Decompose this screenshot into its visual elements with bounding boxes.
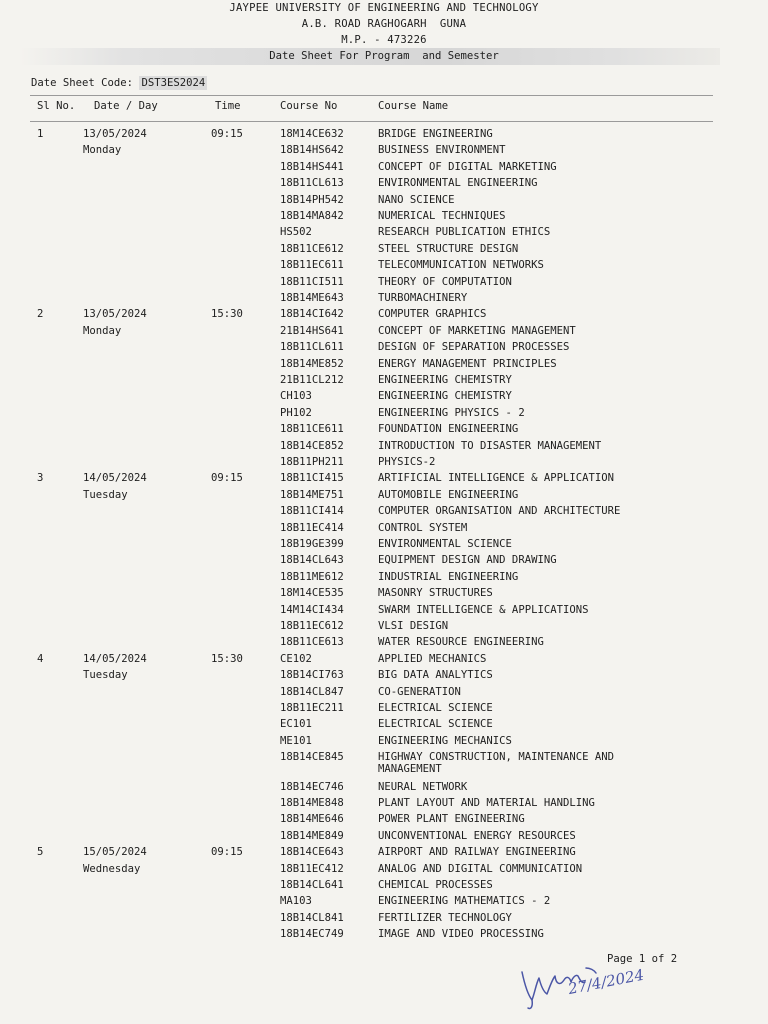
course-no: 18B19GE399 [280,538,344,550]
course-no: 18B11CE612 [280,242,344,255]
course-no: 18B14EC749 [280,928,344,941]
course-name: AIRPORT AND RAILWAY ENGINEERING [378,846,576,859]
exam-date: 13/05/2024 [83,308,147,321]
course-no: 18M14CE632 [280,128,344,140]
course-no: CE102 [280,652,312,665]
course-name: CO-GENERATION [378,685,461,698]
course-name: UNCONVENTIONAL ENERGY RESOURCES [378,829,576,842]
course-no: 18B14HS642 [280,144,344,157]
course-no: 21B14HS641 [280,324,344,337]
exam-time: 15:30 [211,308,243,321]
course-name: CHEMICAL PROCESSES [378,879,493,891]
col-header-sl: Sl No. [37,100,76,112]
course-no: 18B11CI414 [280,505,344,518]
course-no: 18B14CI642 [280,308,344,321]
exam-date: 15/05/2024 [83,846,147,859]
course-name: BUSINESS ENVIRONMENT [378,144,506,157]
course-name: ENERGY MANAGEMENT PRINCIPLES [378,357,557,370]
col-header-time: Time [215,100,241,112]
col-header-course-no: Course No [280,100,338,112]
course-name: ENGINEERING CHEMISTRY [378,374,512,386]
course-name: ENGINEERING PHYSICS - 2 [378,406,525,419]
course-name: SWARM INTELLIGENCE & APPLICATIONS [378,603,589,616]
course-no: ME101 [280,734,312,747]
sl-no: 5 [37,846,44,859]
course-no: HS502 [280,226,312,239]
course-name: ENVIRONMENTAL ENGINEERING [378,177,538,190]
date-sheet-code-row [31,77,207,89]
date-sheet-code-value: DST3ES2024 [141,77,206,89]
course-name: CONTROL SYSTEM [378,521,468,534]
course-no: 18B11ME612 [280,570,344,583]
course-no: 18B11EC412 [280,862,344,875]
course-no: 18B11EC612 [280,620,344,632]
course-name: RESEARCH PUBLICATION ETHICS [378,226,551,239]
course-no: 18B11CE613 [280,636,344,649]
course-name: APPLIED MECHANICS [378,652,487,665]
course-no: 18B11EC211 [280,702,344,714]
exam-time: 15:30 [211,652,243,665]
course-no: 18B14HS441 [280,160,344,173]
course-name: TURBOMACHINERY [378,292,468,304]
course-no: 18B14CE643 [280,846,344,859]
exam-day: Monday [83,144,122,157]
col-header-date-day: Date / Day [94,100,158,112]
course-no: 18B14ME643 [280,292,344,304]
course-name: ELECTRICAL SCIENCE [378,718,493,731]
course-no: 18B14ME849 [280,829,344,842]
sl-no: 1 [37,128,44,140]
course-name: STEEL STRUCTURE DESIGN [378,242,519,255]
course-no: 18M14CE535 [280,587,344,600]
sl-no: 4 [37,652,44,665]
course-name: ENGINEERING MECHANICS [378,734,512,747]
course-name: ENGINEERING CHEMISTRY [378,390,512,403]
course-name: TELECOMMUNICATION NETWORKS [378,259,544,272]
course-name: FERTILIZER TECHNOLOGY [378,911,512,924]
course-no: 18B11CI415 [280,472,344,485]
course-name: POWER PLANT ENGINEERING [378,813,525,826]
course-name: COMPUTER GRAPHICS [378,308,487,321]
course-no: 18B11PH211 [280,456,344,468]
course-name: EQUIPMENT DESIGN AND DRAWING [378,554,557,567]
course-no: 18B11CE611 [280,423,344,436]
sheet-title: Date Sheet For Program and Semester [269,50,499,62]
header-rule-bottom [30,121,713,122]
course-name: VLSI DESIGN [378,620,449,632]
course-name: PHYSICS-2 [378,456,436,468]
page-number: Page 1 of 2 [607,953,678,965]
course-no: 21B11CL212 [280,374,344,386]
course-no: 18B14PH542 [280,193,344,206]
course-no: 18B14MA842 [280,210,344,222]
course-name: HIGHWAY CONSTRUCTION, MAINTENANCE AND [378,751,614,764]
university-name: JAYPEE UNIVERSITY OF ENGINEERING AND TECHNOLOGY [229,2,539,14]
sl-no: 2 [37,308,44,321]
exam-day: Tuesday [83,488,128,501]
course-no: 18B14CE845 [280,751,344,764]
course-no: 18B11EC414 [280,521,344,534]
exam-date: 14/05/2024 [83,652,147,665]
course-no: 18B14CL847 [280,685,344,698]
exam-day: Monday [83,324,122,337]
date-sheet-code-label: Date Sheet Code: [31,77,134,89]
course-name: FOUNDATION ENGINEERING [378,423,519,436]
course-no: 18B14CE852 [280,439,344,452]
course-name: ARTIFICIAL INTELLIGENCE & APPLICATION [378,472,614,485]
course-no: 18B14CL641 [280,879,344,891]
course-name: DESIGN OF SEPARATION PROCESSES [378,341,570,354]
course-no: 14M14CI434 [280,603,344,616]
course-no: PH102 [280,406,312,419]
course-no: CH103 [280,390,312,403]
course-no: MA103 [280,895,312,908]
course-no: 18B14ME646 [280,813,344,826]
course-name: NUMERICAL TECHNIQUES [378,210,506,222]
exam-time: 09:15 [211,846,243,859]
course-name: THEORY OF COMPUTATION [378,275,512,288]
course-name: ELECTRICAL SCIENCE [378,702,493,714]
course-name: ANALOG AND DIGITAL COMMUNICATION [378,862,583,875]
course-name: INDUSTRIAL ENGINEERING [378,570,519,583]
exam-day: Wednesday [83,862,141,875]
course-name: ENGINEERING MATHEMATICS - 2 [378,895,551,908]
course-name: PLANT LAYOUT AND MATERIAL HANDLING [378,797,595,809]
course-name: COMPUTER ORGANISATION AND ARCHITECTURE [378,505,621,518]
course-no: EC101 [280,718,312,731]
course-name: NANO SCIENCE [378,193,455,206]
course-no: 18B11CL613 [280,177,344,190]
exam-day: Tuesday [83,669,128,682]
exam-date: 13/05/2024 [83,128,147,140]
exam-time: 09:15 [211,128,243,140]
course-name: WATER RESOURCE ENGINEERING [378,636,544,649]
course-name: CONCEPT OF DIGITAL MARKETING [378,160,557,173]
signature-date: 27/4/2024 [566,965,646,998]
course-no: 18B14CI763 [280,669,344,682]
course-name: MASONRY STRUCTURES [378,587,493,600]
course-name: BRIDGE ENGINEERING [378,128,493,140]
course-no: 18B14EC746 [280,780,344,793]
course-name: CONCEPT OF MARKETING MANAGEMENT [378,324,576,337]
course-no: 18B11CL611 [280,341,344,354]
state-pin: M.P. - 473226 [341,34,427,46]
course-name: BIG DATA ANALYTICS [378,669,493,682]
course-name: NEURAL NETWORK [378,780,468,793]
course-no: 18B11CI511 [280,275,344,288]
course-no: 18B14CL841 [280,911,344,924]
sl-no: 3 [37,472,44,485]
header-rule-top [30,95,713,96]
exam-time: 09:15 [211,472,243,485]
university-address: A.B. ROAD RAGHOGARH GUNA [301,18,467,30]
exam-date: 14/05/2024 [83,472,147,485]
course-no: 18B14ME848 [280,797,344,809]
course-name: INTRODUCTION TO DISASTER MANAGEMENT [378,439,602,452]
course-no: 18B14ME751 [280,488,344,501]
course-name: ENVIRONMENTAL SCIENCE [378,538,512,550]
course-no: 18B14CL643 [280,554,344,567]
course-name: IMAGE AND VIDEO PROCESSING [378,928,544,941]
course-name-continued: MANAGEMENT [378,763,442,776]
col-header-course-name: Course Name [378,100,449,112]
course-no: 18B11EC611 [280,259,344,272]
course-name: AUTOMOBILE ENGINEERING [378,488,519,501]
course-no: 18B14ME852 [280,357,344,370]
